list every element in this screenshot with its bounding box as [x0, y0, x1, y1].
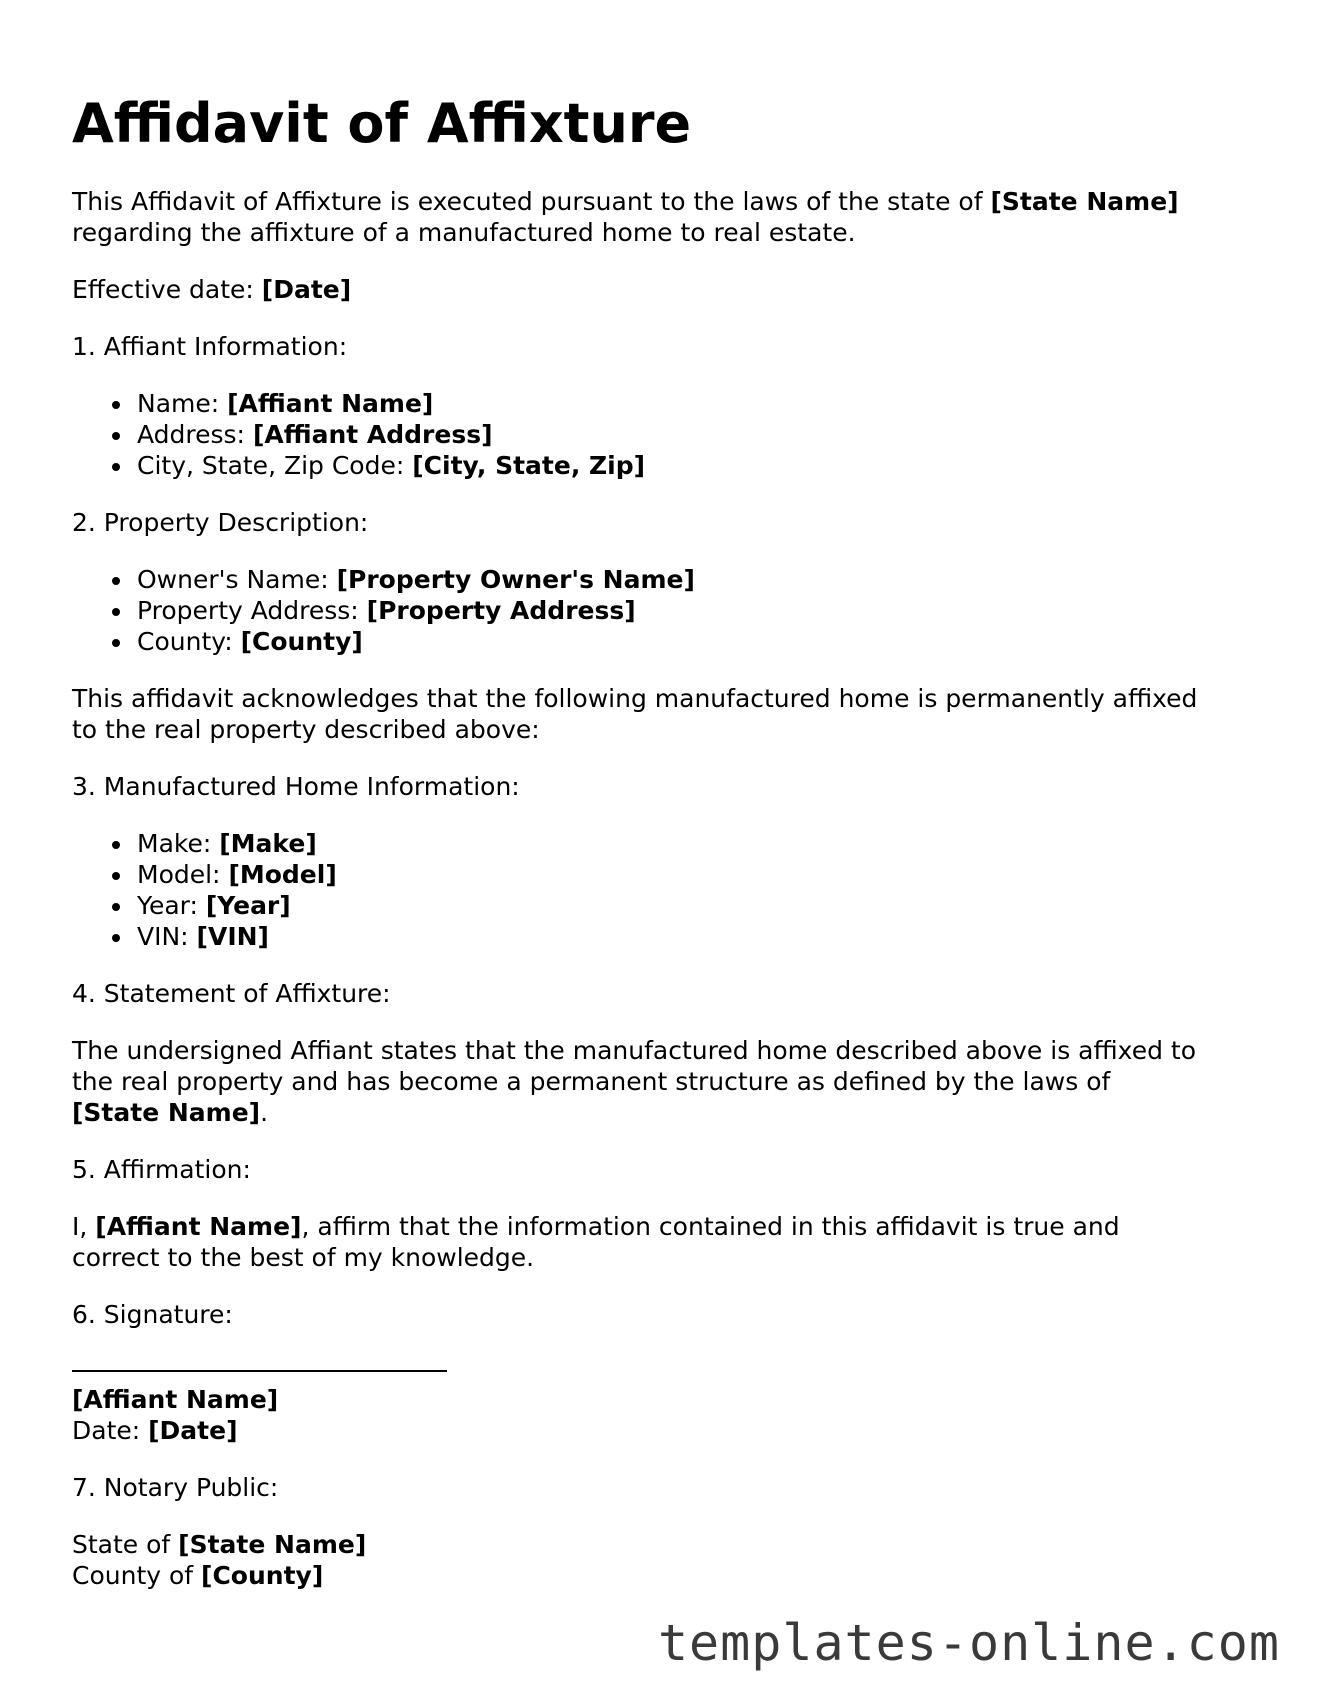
list-item — [137, 450, 1252, 481]
statement-end: . — [260, 1098, 269, 1127]
list-item-value: [Year] — [205, 891, 291, 920]
list-item — [137, 388, 1252, 419]
notary-state-value: [State Name] — [178, 1530, 367, 1559]
intro-text-2: regarding the affixture of a manufactured home to real estate. — [72, 218, 856, 247]
list-item-label: Name: — [137, 389, 228, 418]
statement-state: [State Name] — [72, 1098, 261, 1127]
list-item — [137, 626, 1252, 657]
signature-date-label: Date: — [72, 1416, 149, 1445]
acknowledge-line-2: to the real property described above: — [72, 715, 540, 744]
list-item-value: [Model] — [228, 860, 337, 889]
list-item-label: Property Address: — [137, 596, 367, 625]
list-item-label: Owner's Name: — [137, 565, 337, 594]
list-item-value: [City, State, Zip] — [412, 451, 646, 480]
effective-date-label: Effective date: — [72, 275, 262, 304]
list-item-label: Make: — [137, 829, 220, 858]
list-item-label: Year: — [137, 891, 206, 920]
list-item-value: [Make] — [219, 829, 317, 858]
notary-block — [72, 1529, 1252, 1591]
list-item — [137, 828, 1252, 859]
section-1-heading: 1. Affiant Information: — [72, 332, 348, 361]
list-item-value: [Affiant Address] — [252, 420, 493, 449]
list-item-label: City, State, Zip Code: — [137, 451, 413, 480]
affiant-info-list — [72, 388, 1252, 481]
section-2-heading: 2. Property Description: — [72, 508, 369, 537]
signature-name: [Affiant Name] — [72, 1385, 279, 1414]
affirmation-prefix: I, — [72, 1212, 96, 1241]
list-item — [137, 419, 1252, 450]
intro-paragraph — [72, 186, 1252, 248]
signature-date-value: [Date] — [148, 1416, 238, 1445]
page-title: Affidavit of Affixture — [72, 92, 692, 155]
affirmation-paragraph — [72, 1211, 1252, 1273]
signature-line — [72, 1370, 447, 1372]
list-item-label: Address: — [137, 420, 253, 449]
intro-text: This Affidavit of Affixture is executed pursuant to the laws of the state of — [72, 187, 991, 216]
list-item-label: Model: — [137, 860, 229, 889]
notary-state-label: State of — [72, 1530, 179, 1559]
watermark: templates-online.com — [657, 1614, 1280, 1672]
list-item-label: VIN: — [137, 922, 197, 951]
effective-date — [72, 274, 1252, 305]
property-description-list — [72, 564, 1252, 657]
list-item — [137, 564, 1252, 595]
intro-state: [State Name] — [990, 187, 1179, 216]
affirmation-line-1: , affirm that the information contained in this affidavit is true and — [301, 1212, 1120, 1241]
statement-line-2: the real property and has become a permanent structure as defined by the laws of — [72, 1067, 1111, 1096]
affirmation-name: [Affiant Name] — [95, 1212, 302, 1241]
list-item — [137, 890, 1252, 921]
list-item — [137, 921, 1252, 952]
section-6-heading: 6. Signature: — [72, 1300, 233, 1329]
section-7-heading: 7. Notary Public: — [72, 1473, 279, 1502]
notary-county-value: [County] — [201, 1561, 324, 1590]
section-3-heading: 3. Manufactured Home Information: — [72, 772, 520, 801]
acknowledge-paragraph — [72, 683, 1252, 745]
section-5-heading: 5. Affirmation: — [72, 1155, 251, 1184]
list-item-value: [Affiant Name] — [227, 389, 434, 418]
list-item-label: County: — [137, 627, 241, 656]
statement-line-1: The undersigned Affiant states that the manufactured home described above is affixed to — [72, 1036, 1196, 1065]
document — [72, 0, 1252, 1591]
section-4-heading: 4. Statement of Affixture: — [72, 979, 391, 1008]
effective-date-value: [Date] — [261, 275, 352, 304]
acknowledge-line-1: This affidavit acknowledges that the following manufactured home is permanently affixed — [72, 684, 1198, 713]
signature-block — [72, 1384, 1252, 1446]
notary-county-label: County of — [72, 1561, 202, 1590]
list-item-value: [Property Owner's Name] — [336, 565, 695, 594]
list-item-value: [VIN] — [196, 922, 269, 951]
home-info-list — [72, 828, 1252, 952]
list-item-value: [Property Address] — [366, 596, 636, 625]
list-item — [137, 859, 1252, 890]
list-item-value: [County] — [240, 627, 363, 656]
affirmation-line-2: correct to the best of my knowledge. — [72, 1243, 535, 1272]
list-item — [137, 595, 1252, 626]
statement-paragraph — [72, 1035, 1252, 1128]
